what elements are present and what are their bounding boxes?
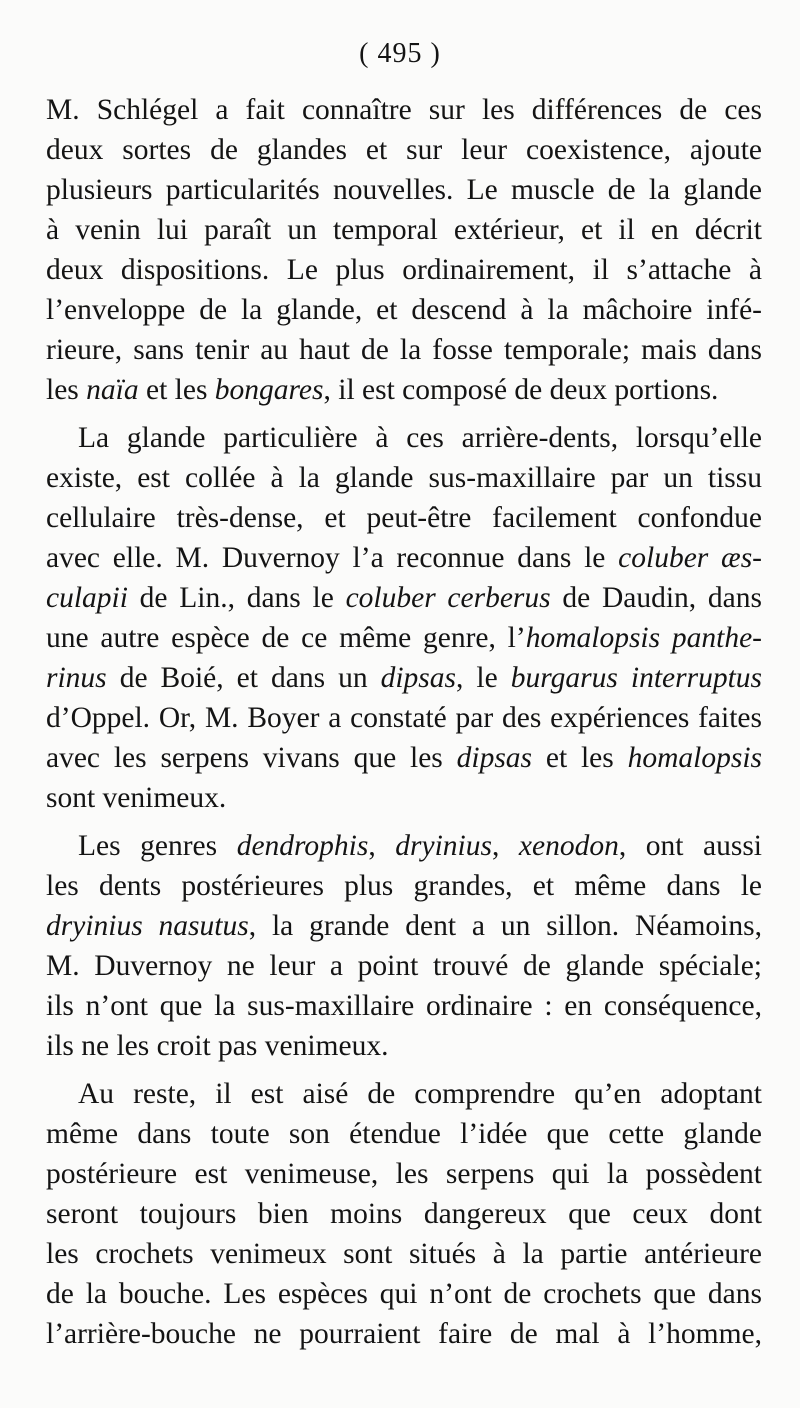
text-line: rieure, sans tenir au haut de la fosse temporale; mais dans xyxy=(46,334,762,366)
text-line: postérieure est venimeuse, les serpens qui la possèdent xyxy=(46,1158,762,1190)
paragraph-gap xyxy=(46,818,762,826)
text-line: Au reste, il est aisé de comprendre qu’en adoptant xyxy=(78,1078,762,1110)
text-line: avec les serpens vivans que les dipsas et les homalopsis xyxy=(46,742,763,774)
text-line: M. Duvernoy ne leur a point trouvé de glande spéciale; xyxy=(46,950,762,982)
text-line: avec elle. M. Duvernoy l’a reconnue dans le coluber æs- xyxy=(46,542,762,574)
text-line: dryinius nasutus, la grande dent a un sillon. Néamoins, xyxy=(46,910,762,942)
text-line: deux dispositions. Le plus ordinairement, il s’attache à xyxy=(46,254,762,286)
page-number: ( 495 ) xyxy=(359,38,441,69)
text-line: les dents postérieures plus grandes, et même dans le xyxy=(46,870,762,902)
text-line: deux sortes de glandes et sur leur coexistence, ajoute xyxy=(46,134,762,166)
text-line: les naïa et les bongares, il est composé de deux portions. xyxy=(46,374,719,406)
text-line: les crochets venimeux sont situés à la partie antérieure xyxy=(46,1238,762,1270)
text-line: existe, est collée à la glande sus-maxillaire par un tissu xyxy=(46,462,762,494)
text-line: cellulaire très-dense, et peut-être facilement confondue xyxy=(46,502,762,534)
body-text xyxy=(46,90,762,1354)
text-line: de la bouche. Les espèces qui n’ont de crochets que dans xyxy=(46,1278,762,1310)
text-line: ils ne les croit pas venimeux. xyxy=(46,1030,389,1062)
text-line: seront toujours bien moins dangereux que ceux dont xyxy=(46,1198,762,1230)
text-line: l’arrière-bouche ne pourraient faire de mal à l’homme, xyxy=(46,1318,762,1350)
paragraph-gap xyxy=(46,410,762,418)
text-line: Les genres dendrophis, dryinius, xenodon, ont aussi xyxy=(78,830,762,862)
text-line: à venin lui paraît un temporal extérieur, et il en décrit xyxy=(46,214,762,246)
text-line: La glande particulière à ces arrière-dents, lorsqu’elle xyxy=(78,422,762,454)
text-line: rinus de Boié, et dans un dipsas, le burgarus interruptus xyxy=(46,662,762,694)
text-line: l’enveloppe de la glande, et descend à la mâchoire infé- xyxy=(46,294,762,326)
text-line: culapii de Lin., dans le coluber cerberus de Daudin, dans xyxy=(46,582,762,614)
text-line: plusieurs particularités nouvelles. Le muscle de la glande xyxy=(46,174,762,206)
text-line: sont venimeux. xyxy=(46,782,227,814)
text-line: ils n’ont que la sus-maxillaire ordinaire : en conséquence, xyxy=(46,990,762,1022)
text-line: même dans toute son étendue l’idée que cette glande xyxy=(46,1118,762,1150)
text-line: M. Schlégel a fait connaître sur les différences de ces xyxy=(46,94,762,126)
text-line: une autre espèce de ce même genre, l’homalopsis panthe- xyxy=(46,622,762,654)
text-line: d’Oppel. Or, M. Boyer a constaté par des expériences faites xyxy=(46,702,762,734)
paragraph-gap xyxy=(46,1066,762,1074)
